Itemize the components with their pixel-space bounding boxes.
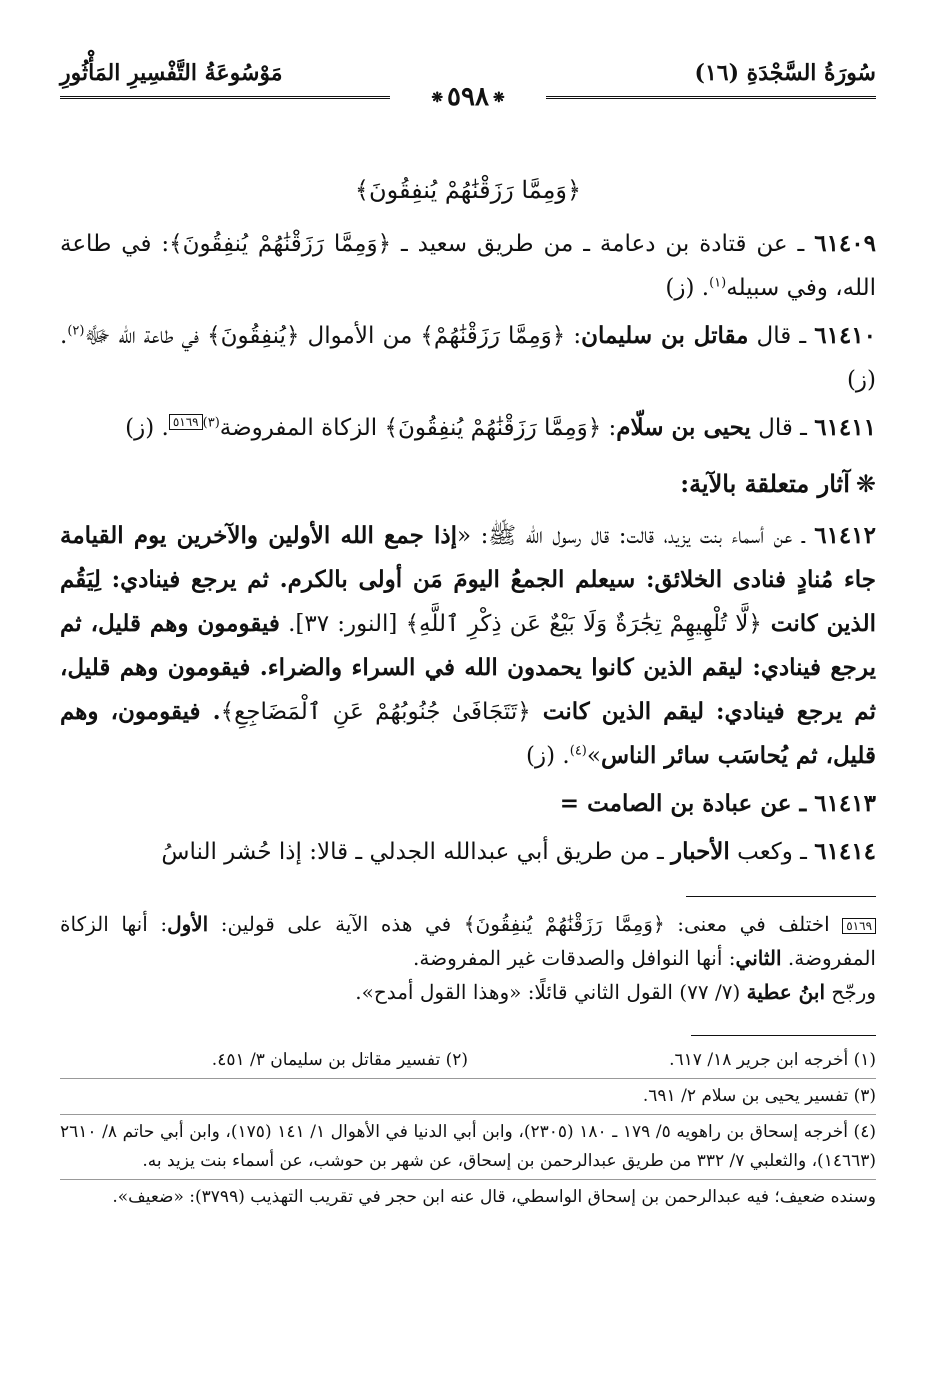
entry-end: . (ز) <box>125 415 169 441</box>
footnote-separator <box>60 1078 876 1079</box>
footnote-4-grading: وسنده ضعيف؛ فيه عبدالرحمن بن إسحاق الواسطي، قال عنه ابن حجر في تقريب التهذيب (٣٧٩٩): «ضعيف». <box>112 1187 876 1207</box>
entry-text: ـ قال <box>748 323 815 349</box>
commentary-text: في هذه الآية على قولين: <box>208 912 464 936</box>
entry-text: ـ عن أسماء بنت يزيد، قالت: قال رسول الله ﷺ: « <box>457 523 815 549</box>
page-header <box>60 60 876 120</box>
entry-number: ٦١٤١١ <box>814 414 876 441</box>
entry-text: في طاعة الله ﷻ <box>84 323 208 349</box>
entry-end: . (ز) <box>665 275 710 301</box>
opinion-label-second: الثاني <box>735 946 782 970</box>
entry-text: ـ من طريق أبي عبدالله الجدلي ـ قالا: إذا حُشر الناسُ <box>161 839 672 865</box>
editor-commentary <box>60 907 876 1009</box>
quran-quote: ﴿وَمِمَّا رَزَقْنَٰهُمْ﴾ <box>420 323 566 349</box>
entry-text: ـ وكعب <box>729 839 815 865</box>
ornament-icon: ❋ <box>431 90 444 106</box>
commentary-text: : أنها النوافل والصدقات غير المفروضة. <box>413 946 736 970</box>
entry-text: : <box>601 415 617 441</box>
entry-number: ٦١٤١٤ <box>814 838 876 865</box>
book-title: مَوْسُوعَةُ التَّفْسِيرِ المَأْثُورِ <box>60 60 283 86</box>
header-rule-left <box>60 96 390 99</box>
footnote-separator <box>60 1114 876 1115</box>
entry-61410 <box>60 314 876 402</box>
page-number-block <box>427 82 508 112</box>
footnote-separator <box>60 1179 876 1180</box>
quran-quote: ﴿وَمِمَّا رَزَقْنَٰهُمْ يُنفِقُونَ﴾ <box>169 231 392 257</box>
quran-quote: ﴿وَمِمَّا رَزَقْنَٰهُمْ يُنفِقُونَ﴾ <box>463 912 665 936</box>
entry-text: من الأموال <box>299 323 421 349</box>
entry-61409 <box>60 222 876 310</box>
quran-quote: ﴿يُنفِقُونَ﴾ <box>207 323 300 349</box>
entry-text: ـ قال <box>750 415 815 441</box>
entry-61413 <box>60 782 876 826</box>
entry-text: ـ عن قتادة بن دعامة ـ من طريق سعيد ـ <box>391 231 815 257</box>
commentary-divider <box>686 896 876 897</box>
footnote-2: (٢) تفسير مقاتل بن سليمان ٣/ ٤٥١. <box>211 1050 468 1070</box>
ornament-icon: ❋ <box>492 90 505 106</box>
entry-number: ٦١٤١٠ <box>814 322 877 349</box>
commentary-text: (٧/ ٧٧) القول الثاني قائلًا: «وهذا القول أمدح». <box>355 980 747 1004</box>
footnote-row <box>60 1046 876 1075</box>
entry-text: الزكاة المفروضة <box>219 415 385 441</box>
entry-text: ـ عن عبادة بن الصامت = <box>559 790 815 817</box>
section-title <box>60 464 876 504</box>
scholar-name: ابنُ عطية <box>746 980 826 1004</box>
narrator-name: يحيى بن سلّام <box>616 414 751 441</box>
entry-end: . (ز) <box>526 743 570 769</box>
footnote-ref[interactable]: (١) <box>709 275 727 291</box>
surah-title: سُورَةُ السَّجْدَةِ (١٦) <box>694 60 876 86</box>
footnotes <box>60 1046 876 1212</box>
footnote-3: (٣) تفسير يحيى بن سلام ٢/ ٦٩١. <box>642 1086 876 1106</box>
header-rule-right <box>546 96 876 99</box>
commentary-number-box: ٥١٦٩ <box>842 918 876 934</box>
quran-quote: ﴿تَتَجَافَىٰ جُنُوبُهُمْ عَنِ ٱلْمَضَاجِعِ﴾ <box>220 699 531 725</box>
entry-text: : <box>565 323 582 349</box>
commentary-paragraph <box>60 907 876 975</box>
commentary-text: ورجّح <box>825 980 876 1004</box>
footnote-1: (١) أخرجه ابن جرير ١٨/ ٦١٧. <box>669 1050 876 1070</box>
footnote-ref[interactable]: (٤) <box>569 743 587 759</box>
opinion-label-first: الأول <box>167 912 209 936</box>
footnote-ref[interactable]: (٣) <box>202 415 220 431</box>
entry-61414 <box>60 830 876 874</box>
verse-heading: ﴿وَمِمَّا رَزَقْنَٰهُمْ يُنفِقُونَ﴾ <box>354 176 582 204</box>
entry-61411 <box>60 406 876 450</box>
quran-quote: ﴿لَّا تُلْهِيهِمْ تِجَٰرَةٌ وَلَا بَيْعٌ عَن ذِكْرِ ٱللَّهِ﴾ <box>405 611 762 637</box>
quran-quote: ﴿وَمِمَّا رَزَقْنَٰهُمْ يُنفِقُونَ﴾ <box>384 415 602 441</box>
footnotes-divider <box>691 1035 876 1036</box>
flower-ornament-icon: ❋ <box>855 470 876 498</box>
footnote-ref[interactable]: (٢) <box>67 323 85 339</box>
commentary-ref-box[interactable]: ٥١٦٩ <box>169 414 203 430</box>
entry-61412 <box>60 514 876 778</box>
page-number: ٥٩٨ <box>447 82 489 112</box>
narrator-name: مقاتل بن سليمان <box>581 322 749 349</box>
quran-reference: [النور: ٣٧]. <box>279 611 406 637</box>
entry-number: ٦١٤١٣ <box>814 790 876 817</box>
commentary-text: اختلف في معنى: <box>664 912 843 936</box>
entry-number: ٦١٤١٢ <box>814 522 876 549</box>
commentary-text: : أنها الزكاة المفروضة. <box>60 912 876 970</box>
commentary-paragraph <box>60 975 876 1009</box>
entry-end: . (ز) <box>60 323 876 393</box>
page <box>60 60 876 1212</box>
narrator-name: الأحبار <box>671 838 730 865</box>
quote-close: » <box>586 743 601 769</box>
hadith-text: إذا جمع الله الأولين والآخرين يوم القيامة جاء مُنادٍ فنادى الخلائق: سيعلم الجمعُ اليومَ مَن أولى بالكرم. ثم يرجع فينادي: لِيَقُم الذين كانت <box>60 522 876 637</box>
section-title-text: آثار متعلقة بالآية: <box>680 469 850 498</box>
hadith-text: فيقومون وهم قليل، ثم يرجع فينادي: ليقم الذين كانوا يحمدون الله في السراء والضراء. فيقومون وهم قليل، ثم يرجع فينادي: ليقم الذين كانت <box>60 610 876 725</box>
hadith-text: . فيقومون، وهم قليل، ثم يُحاسَب سائر الناس <box>60 698 876 769</box>
footnote-4: (٤) أخرجه إسحاق بن راهويه ٥/ ١٧٩ ـ ١٨٠ (٢٣٠٥)، وابن أبي الدنيا في الأهوال ١/ ١٤١ (١٧٥)، وابن أبي حاتم ٨/ ٢٦١٠ (١٤٦٦٣)، والثعلبي ٧/ ٣٣٢ من طريق عبدالرحمن بن إسحاق، عن شهر بن حوشب، عن أسماء بنت يزيد به. <box>60 1122 876 1171</box>
entry-text: : في طاعة الله، وفي سبيله <box>60 231 876 301</box>
entry-number: ٦١٤٠٩ <box>814 230 876 257</box>
